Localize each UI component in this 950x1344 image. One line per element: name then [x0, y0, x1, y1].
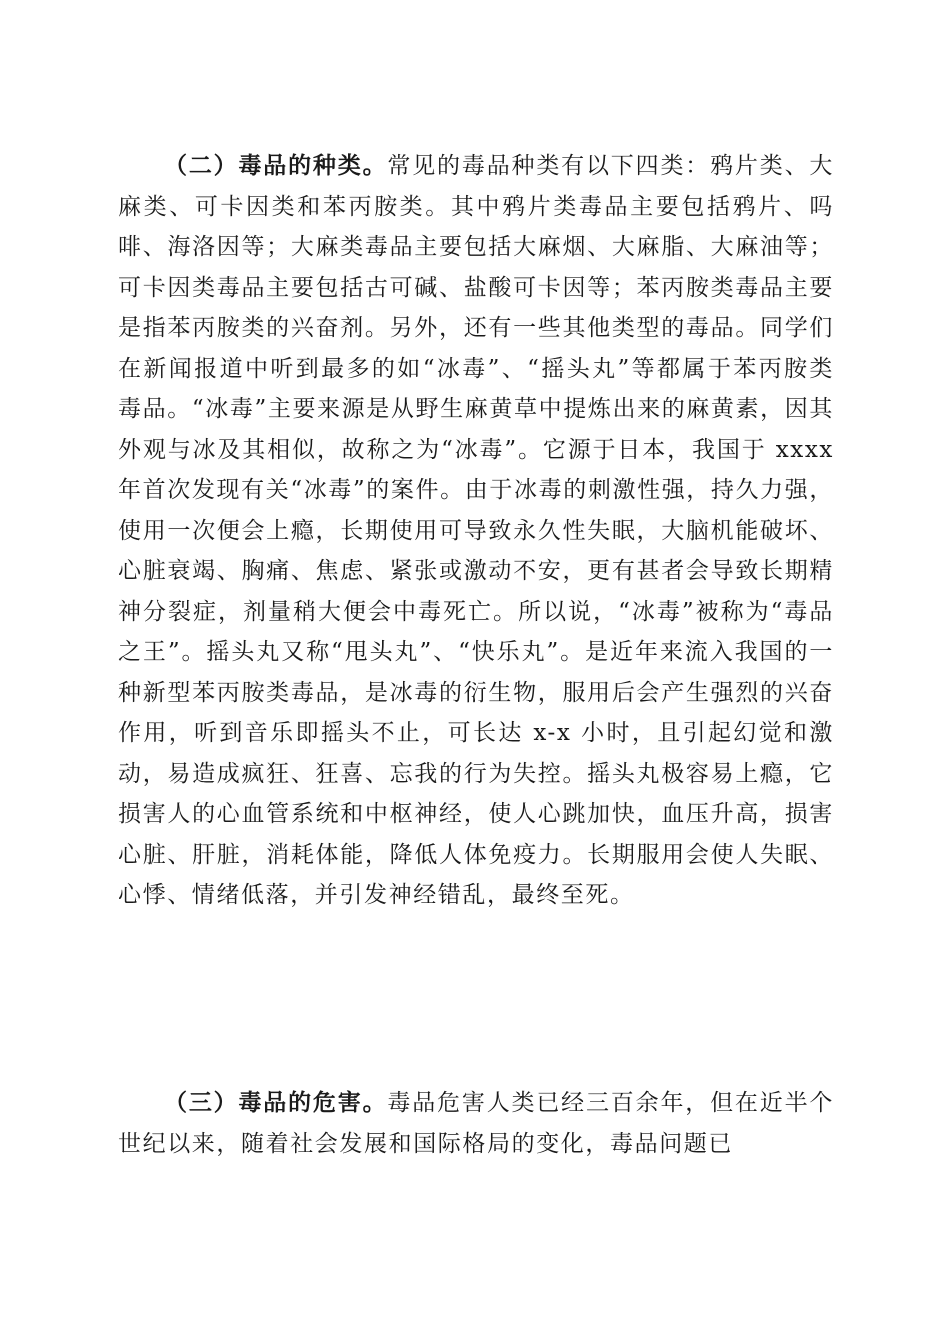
section-heading-drug-types: （二）毒品的种类。 — [164, 152, 388, 179]
paragraph-drug-types — [118, 146, 834, 916]
paragraph-body-drug-harm: 毒品危害人类已经三百余年，但在近半个世纪以来，随着社会发展和国际格局的变化，毒品问题已 — [118, 1090, 834, 1157]
paragraph-body-drug-types: 常见的毒品种类有以下四类：鸦片类、大麻类、可卡因类和苯丙胺类。其中鸦片类毒品主要包括鸦片、吗啡、海洛因等；大麻类毒品主要包括大麻烟、大麻脂、大麻油等；可卡因类毒品主要包括古可碱、盐酸可卡因等；苯丙胺类毒品主要是指苯丙胺类的兴奋剂。另外，还有一些其他类型的毒品。同学们在新闻报道中听到最多的如“冰毒”、“摇头丸”等都属于苯丙胺类毒品。“冰毒”主要来源是从野生麻黄草中提炼出来的麻黄素，因其外观与冰及其相似，故称之为“冰毒”。它源于日本，我国于 xxxx 年首次发现有关“冰毒”的案件。由于冰毒的刺激性强，持久力强，使用一次便会上瘾，长期使用可导致永久性失眠，大脑机能破坏、心脏衰竭、胸痛、焦虑、紧张或激动不安，更有甚者会导致长期精神分裂症，剂量稍大便会中毒死亡。所以说，“冰毒”被称为“毒品之王”。摇头丸又称“甩头丸”、“快乐丸”。是近年来流入我国的一种新型苯丙胺类毒品，是冰毒的衍生物，服用后会产生强烈的兴奋作用，听到音乐即摇头不止，可长达 x-x 小时，且引起幻觉和激动，易造成疯狂、狂喜、忘我的行为失控。摇头丸极容易上瘾，它损害人的心血管系统和中枢神经，使人心跳加快，血压升高，损害心脏、肝脏，消耗体能，降低人体免疫力。长期服用会使人失眠、心悸、情绪低落，并引发神经错乱，最终至死。 — [118, 153, 834, 908]
paragraph-drug-harm — [118, 1083, 834, 1164]
section-heading-drug-harm: （三）毒品的危害。 — [164, 1089, 388, 1116]
